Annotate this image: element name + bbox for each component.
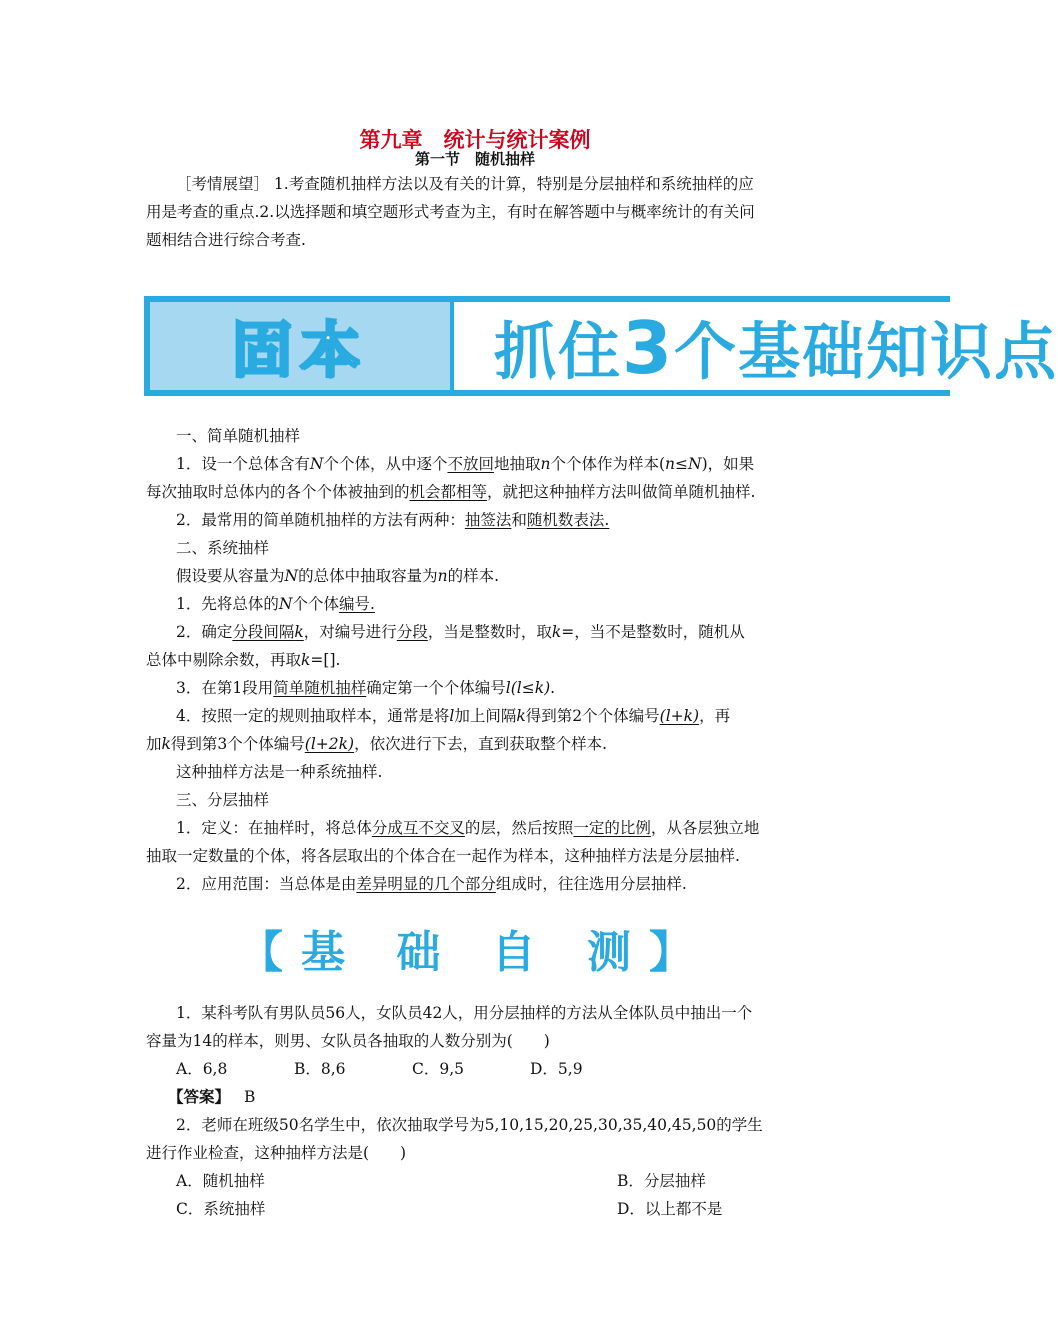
var-N: N [309, 455, 324, 473]
underlined-answer: 不放回 [447, 455, 494, 473]
text: 分段间隔 [232, 623, 295, 641]
text: 总体中剔除余数，再取 [146, 651, 302, 669]
q2-option-c: C．系统抽样 [176, 1200, 266, 1218]
heading-simple-random: 一、简单随机抽样 [176, 427, 301, 445]
var-n: n [437, 567, 448, 585]
intro-line-1: ［考情展望］ 1.考查随机抽样方法以及有关的计算，特别是分层抽样和系统抽样的应 [176, 175, 754, 193]
underlined-answer: 编号. [338, 595, 375, 613]
intro-line-2: 用是考查的重点.2.以选择题和填空题形式考查为主，有时在解答题中与概率统计的有关问 [146, 203, 755, 221]
var-k: k [551, 623, 562, 641]
formula: l(l≤k) [505, 679, 551, 697]
banner-left-text: 固本 [232, 316, 368, 386]
text: 4．按照一定的规则抽取样本，通常是将 [176, 707, 450, 725]
text: =[]. [310, 651, 341, 669]
text: 3．在第1段用 [176, 679, 274, 697]
para-7b [146, 734, 607, 754]
q1-answer [168, 1087, 255, 1107]
text: 1．定义：在抽样时，将总体 [176, 819, 372, 837]
question-2-line-2: 进行作业检查，这种抽样方法是( ) [146, 1144, 407, 1162]
banner-right-a: 抓住 [494, 314, 623, 388]
var-N: N [284, 567, 299, 585]
text: 假设要从容量为 [176, 567, 285, 585]
condition: n≤N [665, 455, 702, 473]
para-6 [176, 678, 555, 698]
underlined-answer: (l+2k) [304, 735, 355, 753]
q1-option-a: A．6,8 [176, 1060, 228, 1078]
text: 得到第2个个体编号 [525, 707, 660, 725]
q2-option-a: A．随机抽样 [176, 1172, 265, 1190]
para-4 [176, 594, 375, 614]
text: 组成时，往往选用分层抽样. [495, 875, 687, 893]
text: 地抽取 [493, 455, 541, 473]
text: 个个体 [292, 595, 339, 613]
text: 1．先将总体的 [176, 595, 279, 613]
q1-option-c: C．9,5 [412, 1060, 465, 1078]
text: ，依次进行下去，直到获取整个样本. [354, 735, 608, 753]
underlined-answer: 差异明显的几个部分 [356, 875, 496, 893]
underlined-answer [232, 623, 303, 641]
chapter-title: 第九章 统计与统计案例 [359, 128, 591, 152]
text: 个个体，从中逐个 [323, 455, 448, 473]
text: 的总体中抽取容量为 [298, 567, 438, 585]
text: 2．确定 [176, 623, 233, 641]
para-5b [146, 650, 340, 670]
para-7a [176, 706, 730, 726]
text: 确定第一个个体编号 [366, 679, 506, 697]
self-test-banner: 【基 础 自 测】 [239, 927, 711, 978]
heading-systematic: 二、系统抽样 [176, 539, 270, 557]
q2-option-b: B．分层抽样 [617, 1172, 706, 1190]
para-1b [146, 482, 755, 502]
text: ，从各层独立地 [650, 819, 760, 837]
underlined-answer: 随机数表法. [526, 511, 610, 529]
heading-stratified: 三、分层抽样 [176, 791, 270, 809]
answer-label: 【答案】 [168, 1087, 231, 1106]
text: 个个体作为样本( [550, 455, 666, 473]
var-n: n [540, 455, 551, 473]
para-3 [176, 566, 499, 586]
text: 的样本. [447, 567, 500, 585]
underlined-answer: (l+k) [659, 707, 700, 725]
banner-right-num: 3 [622, 305, 675, 390]
text: 加 [146, 735, 162, 753]
para-9a [176, 818, 759, 838]
var-l: l [449, 707, 455, 725]
text: 得到第3个个体编号 [170, 735, 305, 753]
var-k: k [161, 735, 171, 753]
para-1a [176, 454, 754, 474]
question-2-line-1: 2．老师在班级50名学生中，依次抽取学号为5,10,15,20,25,30,35,40,45,50的学生 [176, 1116, 763, 1134]
para-8: 这种抽样方法是一种系统抽样. [176, 763, 383, 781]
text: . [550, 679, 556, 697]
text: 1．设一个总体含有 [176, 455, 310, 473]
banner-right-panel [454, 302, 1058, 390]
question-1-line-2: 容量为14的样本，则男、女队员各抽取的人数分别为( ) [146, 1032, 550, 1050]
var-k: k [301, 651, 311, 669]
answer-value: B [244, 1088, 256, 1106]
para-5a [176, 622, 745, 642]
text: 2．最常用的简单随机抽样的方法有两种： [176, 511, 465, 529]
underlined-answer: 一定的比例 [573, 819, 651, 837]
text: ，当是整数时，取 [427, 623, 552, 641]
section-title: 第一节 随机抽样 [414, 150, 535, 168]
para-10 [176, 874, 687, 894]
var-N: N [278, 595, 293, 613]
text: ，就把这种抽样方法叫做简单随机抽样. [487, 483, 756, 501]
banner-right-text [494, 302, 1058, 391]
underlined-answer: 分段 [396, 623, 428, 641]
text: 每次抽取时总体内的各个个体被抽到的 [146, 483, 410, 501]
underlined-answer: 简单随机抽样 [273, 679, 367, 697]
var-k: k [294, 623, 304, 641]
var-k: k [516, 707, 526, 725]
q1-option-d: D．5,9 [530, 1060, 583, 1078]
question-1-line-1: 1．某科考队有男队员56人，女队员42人，用分层抽样的方法从全体队员中抽出一个 [176, 1004, 753, 1022]
underlined-answer: 分成互不交叉 [371, 819, 465, 837]
banner-right-b: 个基础知识点 [674, 314, 1058, 388]
banner-left-panel [150, 302, 450, 390]
text: =，当不是整数时，随机从 [561, 623, 745, 641]
q1-option-b: B．8,6 [294, 1060, 346, 1078]
text: 和 [511, 511, 527, 529]
text: ，对编号进行 [303, 623, 397, 641]
text: 2．应用范围：当总体是由 [176, 875, 357, 893]
para-9b: 抽取一定数量的个体，将各层取出的个体合在一起作为样本，这种抽样方法是分层抽样. [146, 847, 740, 865]
knowledge-banner [144, 296, 1058, 396]
underlined-answer: 机会都相等 [409, 483, 488, 501]
para-2 [176, 510, 609, 530]
intro-line-3: 题相结合进行综合考查. [146, 231, 306, 249]
text: 加上间隔 [454, 707, 517, 725]
underlined-answer: 抽签法 [464, 511, 512, 529]
text: 的层，然后按照 [464, 819, 574, 837]
q2-option-d: D．以上都不是 [617, 1200, 723, 1218]
text: ，再 [699, 707, 731, 725]
text: )，如果 [701, 455, 755, 473]
